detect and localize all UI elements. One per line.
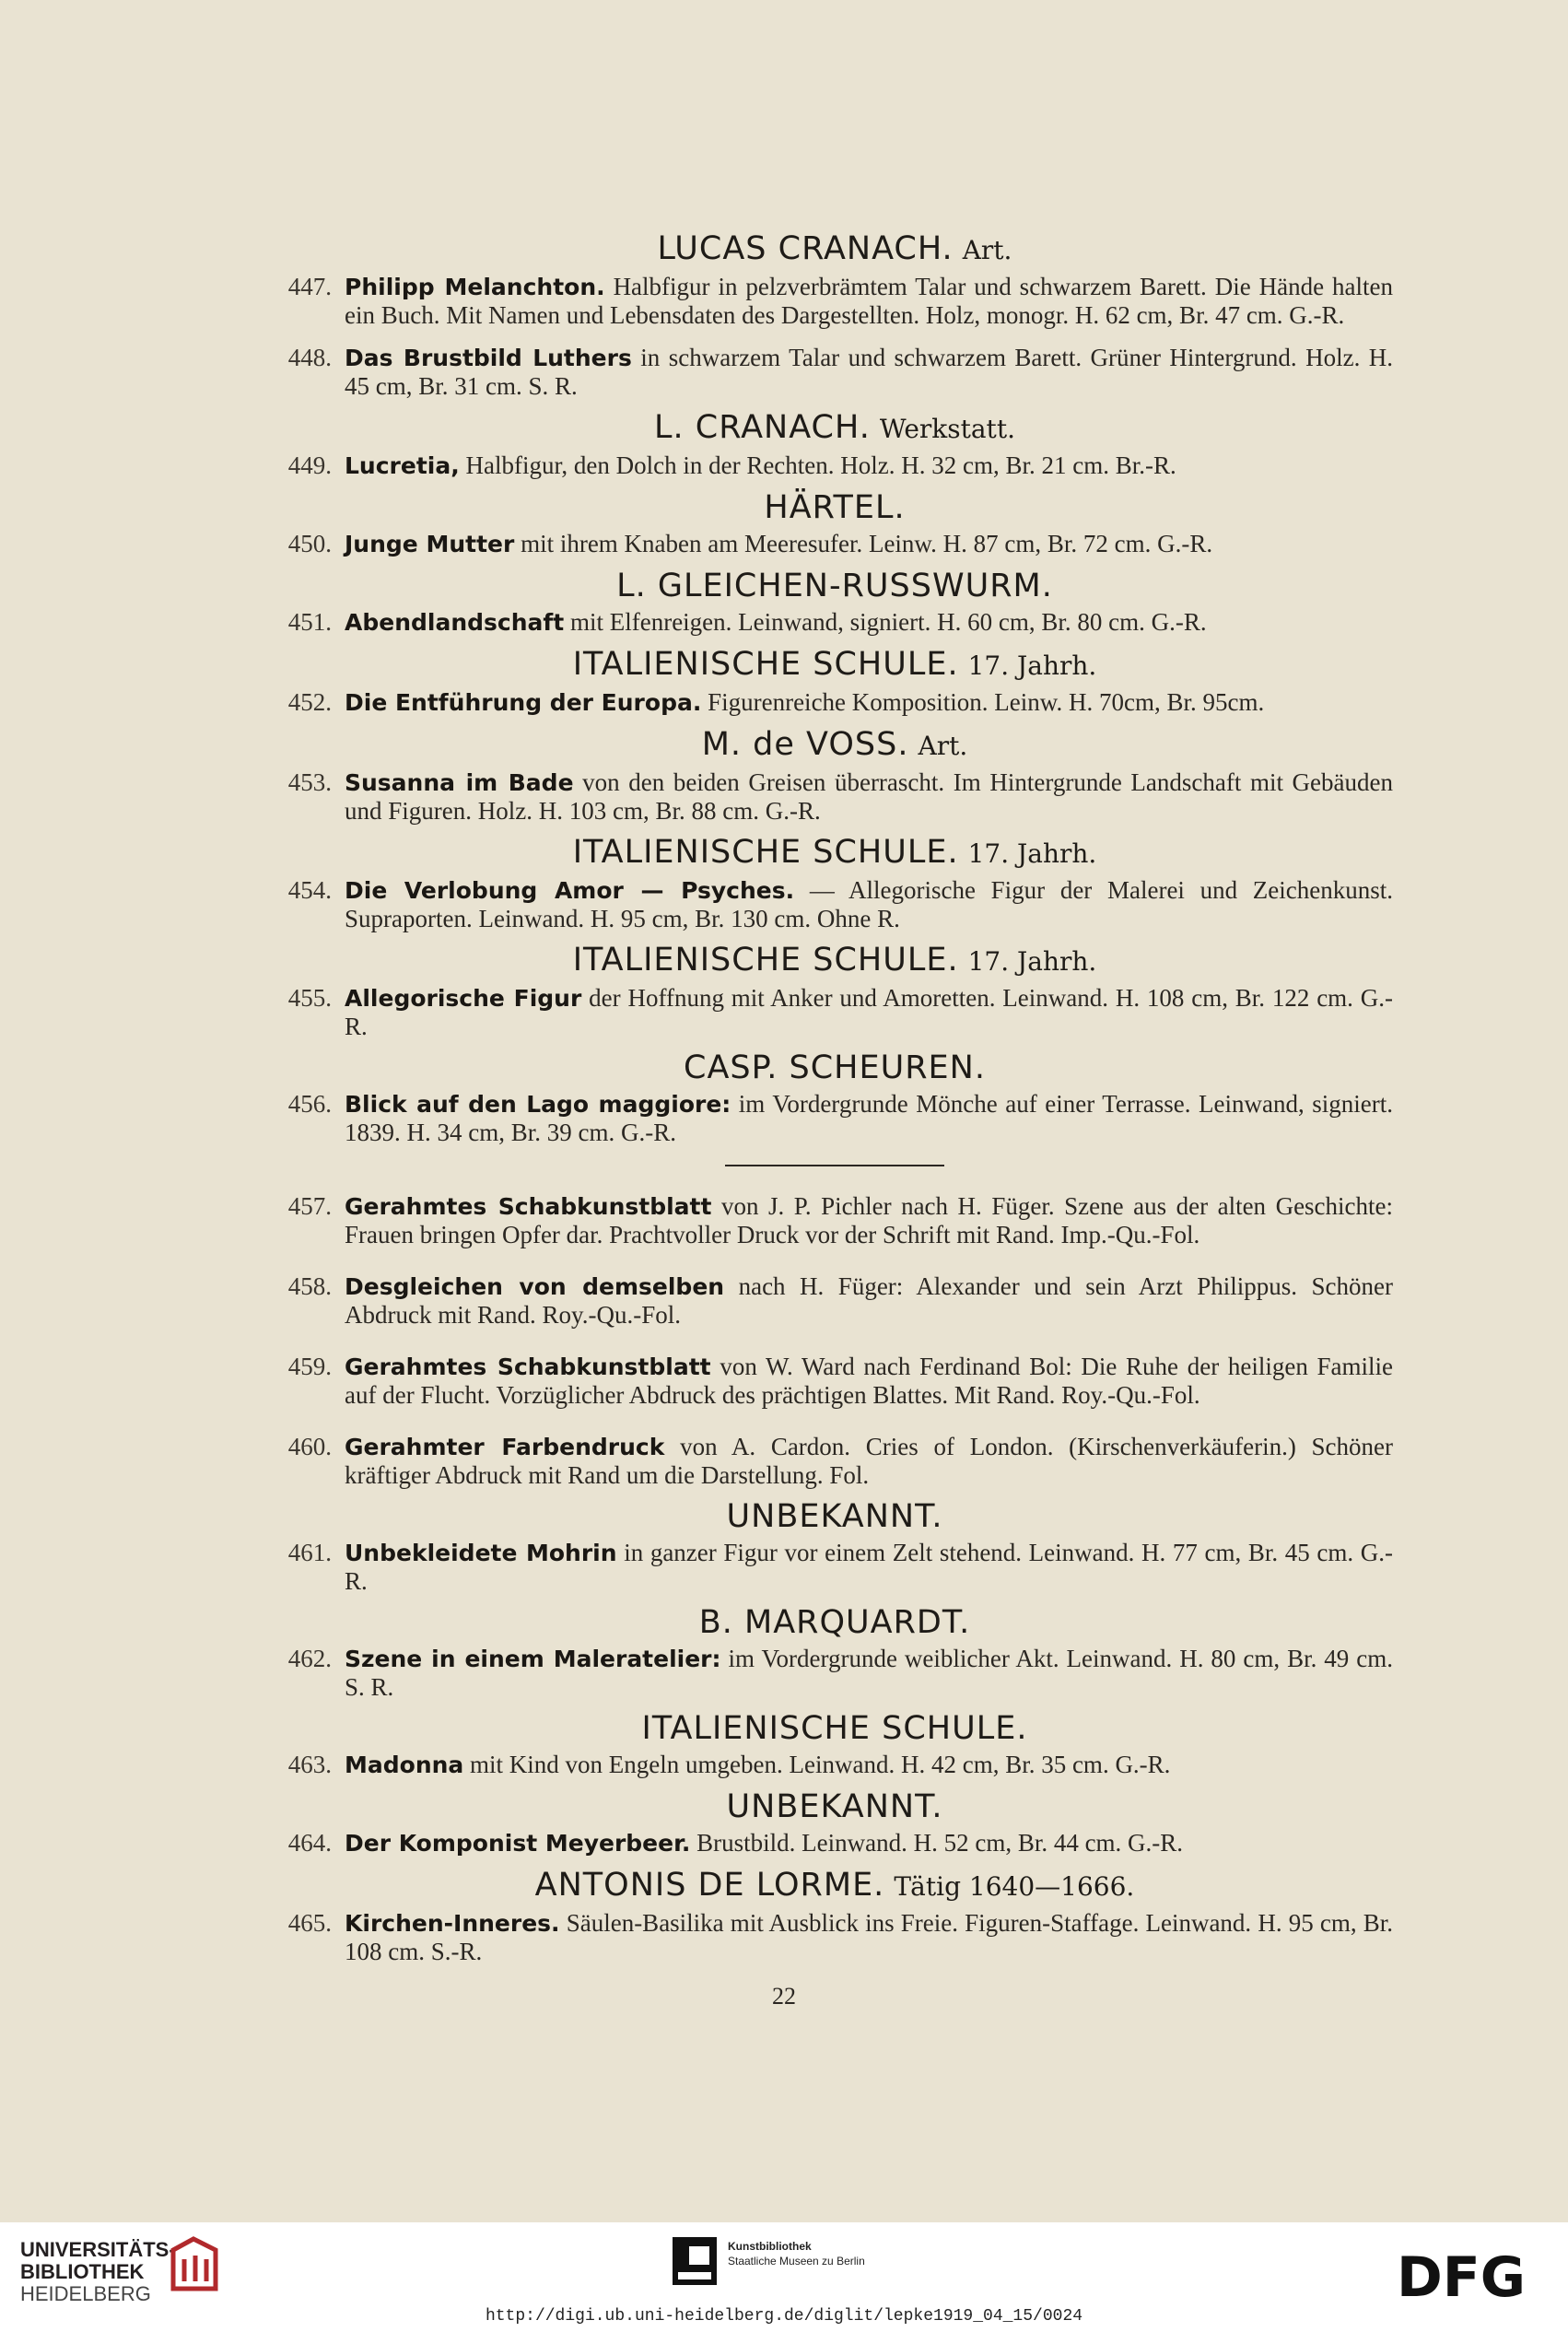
university-library-logo-icon[interactable] <box>166 2235 219 2294</box>
artist-heading: ITALIENISCHE SCHULE. <box>641 1710 1028 1747</box>
artist-heading: ANTONIS DE LORME. Tätig 1640—1666. <box>534 1867 1135 1904</box>
entry-text: Brustbild. Leinwand. H. 52 cm, Br. 44 cm. G.-R. <box>696 1829 1184 1857</box>
entry-text: Figurenreiche Komposition. Leinw. H. 70cm, Br. 95cm. <box>708 688 1265 716</box>
entry-number: 464. <box>287 1829 332 1857</box>
entry-text: in schwarzem Talar und schwarzem Barett. Grüner Hintergrund. Holz. H. 45 cm, Br. 31 cm. S. R. <box>345 344 1393 400</box>
catalog-entry <box>276 1751 1393 1779</box>
catalog-entry <box>276 530 1393 558</box>
artist-heading: ITALIENISCHE SCHULE. 17. Jahrh. <box>572 646 1097 683</box>
entry-title: Abendlandschaft <box>345 609 565 636</box>
catalog-entry <box>276 1272 1393 1329</box>
catalog-entry <box>276 876 1393 932</box>
entry-number: 447. <box>287 273 332 300</box>
entry-number: 459. <box>287 1353 332 1380</box>
entry-title: Die Entführung der Europa. <box>345 689 702 716</box>
catalog-entry <box>276 1192 1393 1248</box>
entry-title: Gerahmtes Schabkunstblatt <box>345 1353 711 1380</box>
entry-number: 465. <box>287 1909 332 1937</box>
entry-number: 460. <box>287 1433 332 1460</box>
entry-title: Lucretia, <box>345 452 460 479</box>
entry-text: mit ihrem Knaben am Meeresufer. Leinw. H. 87 cm, Br. 72 cm. G.-R. <box>521 530 1213 557</box>
artist-heading: M. de VOSS. Art. <box>701 726 968 763</box>
entry-number: 461. <box>287 1539 332 1566</box>
entry-text: im Vordergrunde weiblicher Akt. Leinwand. H. 80 cm, Br. 49 cm. S. R. <box>345 1645 1393 1701</box>
dfg-logo-icon[interactable] <box>1397 2248 1544 2302</box>
entry-text: in ganzer Figur vor einem Zelt stehend. Leinwand. H. 77 cm, Br. 45 cm. G.-R. <box>345 1539 1393 1595</box>
dfg-logo-text: DFG <box>1397 2248 1527 2302</box>
entry-title: Gerahmter Farbendruck <box>345 1434 665 1460</box>
section-divider <box>725 1165 944 1166</box>
entry-title: Philipp Melanchton. <box>345 274 605 300</box>
catalog-entry <box>276 1353 1393 1409</box>
catalog-entry <box>276 451 1393 480</box>
catalog-entry <box>276 1539 1393 1595</box>
entry-title: Madonna <box>345 1752 464 1778</box>
entry-number: 457. <box>287 1192 332 1220</box>
entry-title: Das Brustbild Luthers <box>345 345 632 371</box>
entry-number: 462. <box>287 1645 332 1672</box>
artist-heading: UNBEKANNT. <box>726 1788 943 1825</box>
entry-text: mit Elfenreigen. Leinwand, signiert. H. 60 cm, Br. 80 cm. G.-R. <box>569 608 1207 636</box>
catalog-listing <box>276 221 1393 1967</box>
entry-text: von W. Ward nach Ferdinand Bol: Die Ruhe der heiligen Familie auf der Flucht. Vorzüglicher Abdruck des prächtigen Blattes. Mit Rand. Roy.-Qu.-Fol. <box>345 1353 1394 1409</box>
entry-text: der Hoffnung mit Anker und Amoretten. Leinwand. H. 108 cm, Br. 122 cm. G.-R. <box>345 984 1394 1040</box>
catalog-entry <box>276 1090 1393 1146</box>
entry-number: 463. <box>287 1751 332 1778</box>
entry-text: Halbfigur, den Dolch in der Rechten. Holz. H. 32 cm, Br. 21 cm. Br.-R. <box>465 451 1176 479</box>
entry-number: 458. <box>287 1272 332 1300</box>
catalog-entry <box>276 273 1393 329</box>
entry-number: 456. <box>287 1090 332 1118</box>
entry-text: — Allegorische Figur der Malerei und Zeichenkunst. Supraporten. Leinwand. H. 95 cm, Br. 130 cm. Ohne R. <box>345 876 1393 932</box>
entry-number: 454. <box>287 876 332 904</box>
page-number: 22 <box>772 1983 796 2010</box>
page-url-link[interactable]: http://digi.ub.uni-heidelberg.de/diglit/lepke1919_04_15/0024 <box>485 2307 1083 2326</box>
entry-text: Halbfigur in pelzverbrämtem Talar und schwarzem Barett. Die Hände halten ein Buch. Mit Namen und Lebensdaten des Dargestellten. Holz, monogr. H. 62 cm, Br. 47 cm. G.-R. <box>345 273 1393 329</box>
artist-heading: ITALIENISCHE SCHULE. 17. Jahrh. <box>572 942 1097 979</box>
entry-title: Gerahmtes Schabkunstblatt <box>345 1193 712 1220</box>
entry-title: Junge Mutter <box>345 531 515 557</box>
catalog-entry <box>276 344 1393 400</box>
entry-title: Allegorische Figur <box>345 985 582 1012</box>
catalog-entry <box>276 1909 1393 1965</box>
entry-text: von den beiden Greisen überrascht. Im Hintergrunde Landschaft mit Gebäuden und Figuren. Holz. H. 103 cm, Br. 88 cm. G.-R. <box>345 768 1394 825</box>
catalog-entry <box>276 608 1393 637</box>
artist-heading: L. GLEICHEN-RUSSWURM. <box>616 568 1053 604</box>
kunstbibliothek-label: Kunstbibliothek Staatliche Museen zu Berlin <box>728 2240 865 2268</box>
catalog-entry <box>276 1829 1393 1857</box>
entry-number: 450. <box>287 530 332 557</box>
entry-text: mit Kind von Engeln umgeben. Leinwand. H. 42 cm, Br. 35 cm. G.-R. <box>470 1751 1171 1778</box>
entry-title: Unbekleidete Mohrin <box>345 1540 617 1566</box>
entry-text: von J. P. Pichler nach H. Füger. Szene aus der alten Geschichte: Frauen bringen Opfer dar. Prachtvoller Druck vor der Schrift mit Rand. Imp.-Qu.-Fol. <box>345 1192 1394 1248</box>
entry-title: Szene in einem Maleratelier: <box>345 1646 721 1672</box>
entry-title: Der Komponist Meyerbeer. <box>345 1830 691 1857</box>
artist-heading: L. CRANACH. Werkstatt. <box>654 409 1015 446</box>
entry-number: 455. <box>287 984 332 1012</box>
entry-title: Susanna im Bade <box>345 769 574 796</box>
catalog-entry <box>276 768 1393 825</box>
catalog-entry <box>276 1645 1393 1701</box>
entry-text: nach H. Füger: Alexander und sein Arzt Philippus. Schöner Abdruck mit Rand. Roy.-Qu.-Fol. <box>345 1272 1393 1329</box>
catalog-entry <box>276 688 1393 717</box>
entry-title: Blick auf den Lago maggiore: <box>345 1091 731 1118</box>
entry-text: im Vordergrunde Mönche auf einer Terrasse. Leinwand, signiert. 1839. H. 34 cm, Br. 39 cm. G.-R. <box>345 1090 1393 1146</box>
entry-number: 453. <box>287 768 332 796</box>
artist-heading: LUCAS CRANACH. Art. <box>657 230 1012 267</box>
entry-title: Die Verlobung Amor — Psyches. <box>345 877 795 904</box>
entry-text: Säulen-Basilika mit Ausblick ins Freie. Figuren-Staffage. Leinwand. H. 95 cm, Br. 108 cm. S.-R. <box>345 1909 1393 1965</box>
artist-heading: UNBEKANNT. <box>726 1498 943 1535</box>
catalog-entry <box>276 1433 1393 1489</box>
university-library-name[interactable]: UNIVERSITÄTS- BIBLIOTHEK HEIDELBERG <box>20 2238 176 2305</box>
catalog-entry <box>276 984 1393 1040</box>
entry-number: 448. <box>287 344 332 371</box>
entry-text: von A. Cardon. Cries of London. (Kirschenverkäuferin.) Schöner kräftiger Abdruck mit Rand um die Darstellung. Fol. <box>345 1433 1394 1489</box>
entry-title: Kirchen-Inneres. <box>345 1910 560 1937</box>
artist-heading: ITALIENISCHE SCHULE. 17. Jahrh. <box>572 834 1097 871</box>
kunstbibliothek-logo-icon[interactable] <box>673 2237 717 2285</box>
artist-heading: CASP. SCHEUREN. <box>684 1049 986 1086</box>
entry-number: 451. <box>287 608 332 636</box>
artist-heading: HÄRTEL. <box>764 489 906 526</box>
entry-title: Desgleichen von demselben <box>345 1273 725 1300</box>
entry-number: 452. <box>287 688 332 716</box>
artist-heading: B. MARQUARDT. <box>698 1604 971 1641</box>
entry-number: 449. <box>287 451 332 479</box>
